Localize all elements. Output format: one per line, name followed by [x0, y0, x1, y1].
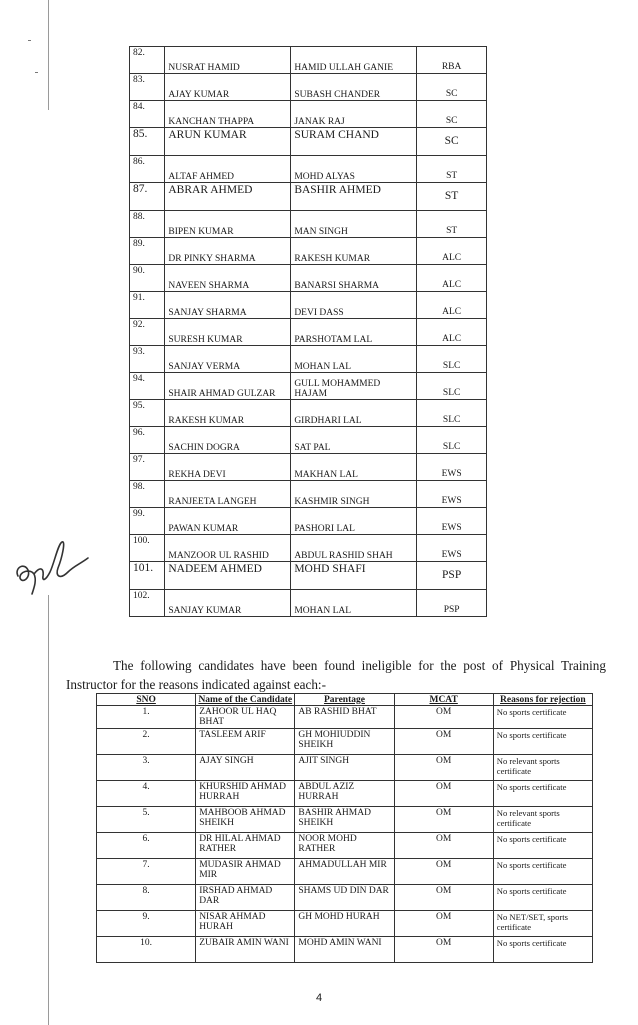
- mcat-cell: OM: [394, 706, 493, 729]
- parentage-cell: DEVI DASS: [291, 292, 417, 319]
- name-cell: TASLEEM ARIF: [196, 729, 295, 755]
- category-cell: RBA: [417, 47, 487, 74]
- sno-cell: 87.: [130, 183, 165, 211]
- name-cell: NAVEEN SHARMA: [165, 265, 291, 292]
- table-row: [130, 319, 487, 346]
- table-row: [130, 562, 487, 590]
- table-row: [130, 427, 487, 454]
- parentage-cell: ABDUL AZIZ HURRAH: [295, 781, 394, 807]
- handwritten-signature: [10, 538, 92, 600]
- name-cell: MAHBOOB AHMAD SHEIKH: [196, 807, 295, 833]
- header-parentage: Parentage: [295, 694, 394, 706]
- parentage-cell: BASHIR AHMED: [291, 183, 417, 211]
- scan-speck: [28, 40, 31, 41]
- header-mcat: MCAT: [394, 694, 493, 706]
- sno-cell: 97.: [130, 454, 165, 481]
- table-row: [130, 156, 487, 183]
- name-cell: MANZOOR UL RASHID: [165, 535, 291, 562]
- table-row: [130, 47, 487, 74]
- parentage-cell: GIRDHARI LAL: [291, 400, 417, 427]
- parentage-cell: BANARSI SHARMA: [291, 265, 417, 292]
- mcat-cell: OM: [394, 885, 493, 911]
- sno-cell: 102.: [130, 590, 165, 617]
- parentage-cell: NOOR MOHD RATHER: [295, 833, 394, 859]
- parentage-cell: MOHD AMIN WANI: [295, 937, 394, 963]
- name-cell: RAKESH KUMAR: [165, 400, 291, 427]
- name-cell: NUSRAT HAMID: [165, 47, 291, 74]
- table-row: [130, 265, 487, 292]
- table-row: [130, 481, 487, 508]
- parentage-cell: GH MOHIUDDIN SHEIKH: [295, 729, 394, 755]
- reason-cell: No sports certificate: [493, 859, 592, 885]
- reason-cell: No relevant sports certificate: [493, 755, 592, 781]
- name-cell: KANCHAN THAPPA: [165, 101, 291, 128]
- parentage-cell: MOHAN LAL: [291, 590, 417, 617]
- table-row: [97, 833, 593, 859]
- name-cell: DR PINKY SHARMA: [165, 238, 291, 265]
- category-cell: EWS: [417, 481, 487, 508]
- name-cell: SHAIR AHMAD GULZAR: [165, 373, 291, 400]
- name-cell: DR HILAL AHMAD RATHER: [196, 833, 295, 859]
- parentage-cell: GULL MOHAMMED HAJAM: [291, 373, 417, 400]
- sno-cell: 98.: [130, 481, 165, 508]
- sno-cell: 3.: [97, 755, 196, 781]
- name-cell: NADEEM AHMED: [165, 562, 291, 590]
- table-row: [130, 74, 487, 101]
- parentage-cell: MOHD ALYAS: [291, 156, 417, 183]
- name-cell: PAWAN KUMAR: [165, 508, 291, 535]
- name-cell: RANJEETA LANGEH: [165, 481, 291, 508]
- table-row: [97, 859, 593, 885]
- parentage-cell: RAKESH KUMAR: [291, 238, 417, 265]
- table-row: [130, 590, 487, 617]
- parentage-cell: MOHAN LAL: [291, 346, 417, 373]
- category-cell: SLC: [417, 373, 487, 400]
- parentage-cell: SURAM CHAND: [291, 128, 417, 156]
- sno-cell: 88.: [130, 211, 165, 238]
- name-cell: ALTAF AHMED: [165, 156, 291, 183]
- category-cell: ST: [417, 156, 487, 183]
- table-row: [97, 729, 593, 755]
- mcat-cell: OM: [394, 807, 493, 833]
- name-cell: BIPEN KUMAR: [165, 211, 291, 238]
- category-cell: ALC: [417, 292, 487, 319]
- name-cell: SANJAY KUMAR: [165, 590, 291, 617]
- reason-cell: No sports certificate: [493, 833, 592, 859]
- name-cell: ABRAR AHMED: [165, 183, 291, 211]
- table-header-row: [97, 694, 593, 706]
- parentage-cell: MOHD SHAFI: [291, 562, 417, 590]
- name-cell: ZUBAIR AMIN WANI: [196, 937, 295, 963]
- table-row: [97, 706, 593, 729]
- name-cell: SANJAY SHARMA: [165, 292, 291, 319]
- page-number: 4: [315, 992, 323, 1004]
- category-cell: ALC: [417, 265, 487, 292]
- sno-cell: 90.: [130, 265, 165, 292]
- sno-cell: 99.: [130, 508, 165, 535]
- scan-speck: [35, 72, 38, 73]
- table-row: [130, 183, 487, 211]
- reason-cell: No relevant sports certificate: [493, 807, 592, 833]
- name-cell: SANJAY VERMA: [165, 346, 291, 373]
- parentage-cell: JANAK RAJ: [291, 101, 417, 128]
- category-cell: SLC: [417, 400, 487, 427]
- sno-cell: 4.: [97, 781, 196, 807]
- mcat-cell: OM: [394, 781, 493, 807]
- sno-cell: 94.: [130, 373, 165, 400]
- category-cell: ALC: [417, 238, 487, 265]
- parentage-cell: BASHIR AHMAD SHEIKH: [295, 807, 394, 833]
- table-row: [130, 101, 487, 128]
- sno-cell: 89.: [130, 238, 165, 265]
- category-cell: SLC: [417, 346, 487, 373]
- sno-cell: 9.: [97, 911, 196, 937]
- name-cell: AJAY SINGH: [196, 755, 295, 781]
- table-row: [97, 937, 593, 963]
- header-name: Name of the Candidate: [196, 694, 295, 706]
- table-row: [130, 211, 487, 238]
- sno-cell: 96.: [130, 427, 165, 454]
- sno-cell: 100.: [130, 535, 165, 562]
- category-cell: EWS: [417, 508, 487, 535]
- sno-cell: 85.: [130, 128, 165, 156]
- sno-cell: 8.: [97, 885, 196, 911]
- margin-line-bottom: [48, 595, 49, 1025]
- parentage-cell: ABDUL RASHID SHAH: [291, 535, 417, 562]
- sno-cell: 7.: [97, 859, 196, 885]
- name-cell: AJAY KUMAR: [165, 74, 291, 101]
- name-cell: KHURSHID AHMAD HURRAH: [196, 781, 295, 807]
- reason-cell: No sports certificate: [493, 706, 592, 729]
- table-row: [97, 911, 593, 937]
- ineligible-intro-paragraph: The following candidates have been found ineligible for the post of Physical Training Instructor for the reasons indicated against each:-: [66, 658, 606, 693]
- name-cell: ZAHOOR UL HAQ BHAT: [196, 706, 295, 729]
- parentage-cell: AJIT SINGH: [295, 755, 394, 781]
- parentage-cell: PASHORI LAL: [291, 508, 417, 535]
- table-row: [97, 807, 593, 833]
- table-row: [97, 781, 593, 807]
- name-cell: MUDASIR AHMAD MIR: [196, 859, 295, 885]
- parentage-cell: MAN SINGH: [291, 211, 417, 238]
- category-cell: SC: [417, 128, 487, 156]
- mcat-cell: OM: [394, 911, 493, 937]
- category-cell: PSP: [417, 562, 487, 590]
- table-row: [97, 755, 593, 781]
- parentage-cell: AB RASHID BHAT: [295, 706, 394, 729]
- table-row: [130, 238, 487, 265]
- mcat-cell: OM: [394, 937, 493, 963]
- parentage-cell: KASHMIR SINGH: [291, 481, 417, 508]
- parentage-cell: HAMID ULLAH GANIE: [291, 47, 417, 74]
- category-cell: PSP: [417, 590, 487, 617]
- sno-cell: 1.: [97, 706, 196, 729]
- category-cell: SC: [417, 101, 487, 128]
- name-cell: REKHA DEVI: [165, 454, 291, 481]
- parentage-cell: SUBASH CHANDER: [291, 74, 417, 101]
- sno-cell: 6.: [97, 833, 196, 859]
- header-sno: SNO: [97, 694, 196, 706]
- table-row: [130, 128, 487, 156]
- sno-cell: 2.: [97, 729, 196, 755]
- mcat-cell: OM: [394, 833, 493, 859]
- reason-cell: No sports certificate: [493, 937, 592, 963]
- sno-cell: 86.: [130, 156, 165, 183]
- category-cell: SLC: [417, 427, 487, 454]
- table-row: [130, 400, 487, 427]
- reason-cell: No sports certificate: [493, 885, 592, 911]
- name-cell: SACHIN DOGRA: [165, 427, 291, 454]
- mcat-cell: OM: [394, 859, 493, 885]
- reason-cell: No sports certificate: [493, 781, 592, 807]
- parentage-cell: SAT PAL: [291, 427, 417, 454]
- sno-cell: 95.: [130, 400, 165, 427]
- header-reasons: Reasons for rejection: [493, 694, 592, 706]
- table-row: [130, 454, 487, 481]
- table-row: [97, 885, 593, 911]
- reason-cell: No NET/SET, sports certificate: [493, 911, 592, 937]
- sno-cell: 83.: [130, 74, 165, 101]
- category-cell: ST: [417, 183, 487, 211]
- category-cell: SC: [417, 74, 487, 101]
- sno-cell: 92.: [130, 319, 165, 346]
- category-cell: ALC: [417, 319, 487, 346]
- category-cell: EWS: [417, 535, 487, 562]
- table-row: [130, 292, 487, 319]
- sno-cell: 82.: [130, 47, 165, 74]
- table-row: [130, 535, 487, 562]
- table-row: [130, 508, 487, 535]
- sno-cell: 101.: [130, 562, 165, 590]
- eligible-candidates-table: [129, 46, 487, 617]
- name-cell: ARUN KUMAR: [165, 128, 291, 156]
- mcat-cell: OM: [394, 755, 493, 781]
- category-cell: ST: [417, 211, 487, 238]
- parentage-cell: AHMADULLAH MIR: [295, 859, 394, 885]
- ineligible-candidates-table: [96, 693, 593, 963]
- sno-cell: 10.: [97, 937, 196, 963]
- parentage-cell: GH MOHD HURAH: [295, 911, 394, 937]
- table-row: [130, 373, 487, 400]
- parentage-cell: MAKHAN LAL: [291, 454, 417, 481]
- reason-cell: No sports certificate: [493, 729, 592, 755]
- category-cell: EWS: [417, 454, 487, 481]
- mcat-cell: OM: [394, 729, 493, 755]
- sno-cell: 91.: [130, 292, 165, 319]
- parentage-cell: PARSHOTAM LAL: [291, 319, 417, 346]
- sno-cell: 93.: [130, 346, 165, 373]
- table-row: [130, 346, 487, 373]
- parentage-cell: SHAMS UD DIN DAR: [295, 885, 394, 911]
- sno-cell: 84.: [130, 101, 165, 128]
- name-cell: IRSHAD AHMAD DAR: [196, 885, 295, 911]
- sno-cell: 5.: [97, 807, 196, 833]
- margin-line-top: [48, 0, 49, 110]
- name-cell: SURESH KUMAR: [165, 319, 291, 346]
- name-cell: NISAR AHMAD HURAH: [196, 911, 295, 937]
